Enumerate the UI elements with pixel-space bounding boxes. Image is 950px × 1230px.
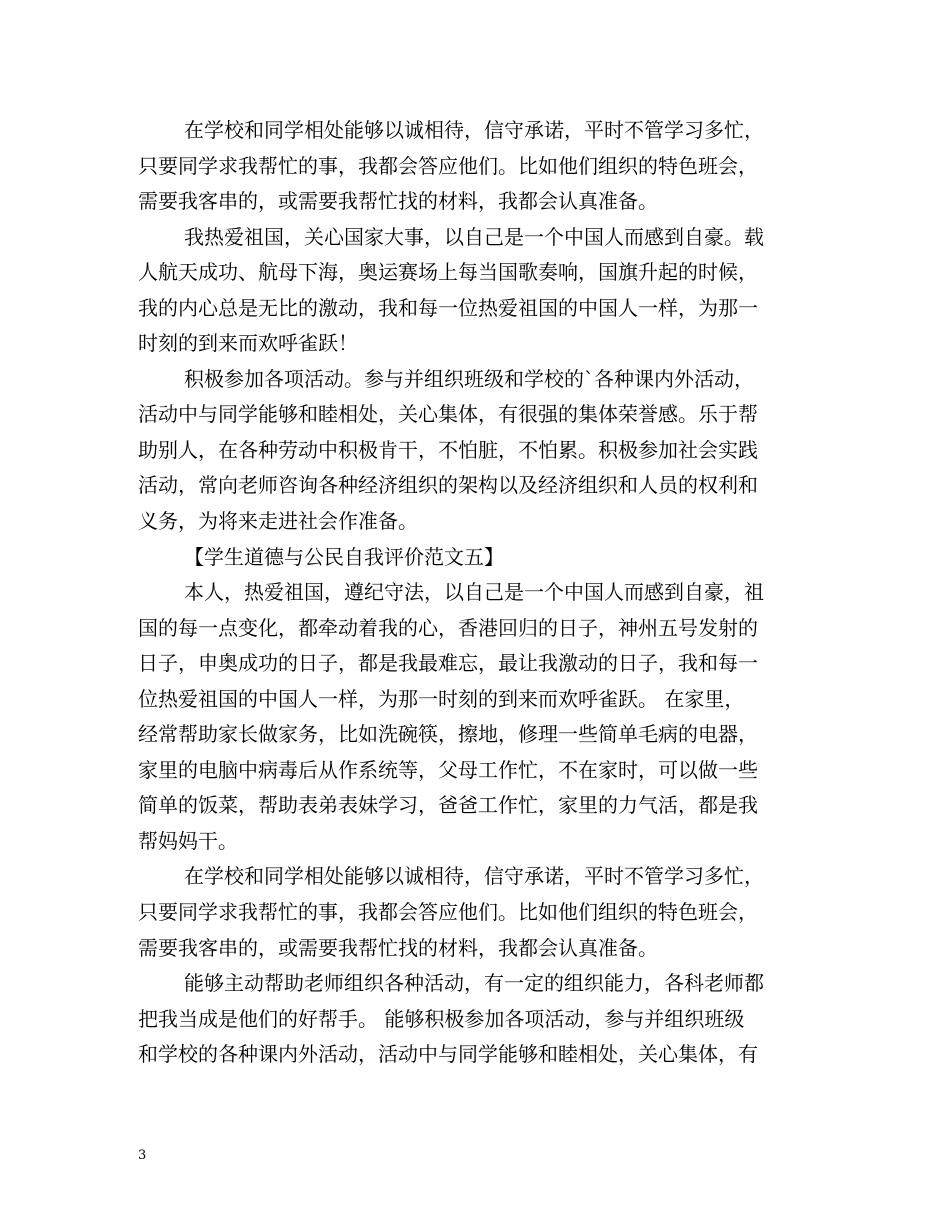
section-heading: 【学生道德与公民自我评价范文五】 [184,544,504,569]
page-number: 3 [138,1148,147,1163]
text-line: 能够主动帮助老师组织各种活动，有一定的组织能力，各科老师都 [184,971,764,996]
text-line: 帮妈妈干。 [138,828,238,853]
text-line: 助别人，在各种劳动中积极肯干，不怕脏，不怕累。积极参加社会实践 [138,437,758,462]
text-line: 本人，热爱祖国，遵纪守法，以自己是一个中国人而感到自豪，祖 [184,580,764,605]
text-line: 日子，申奥成功的日子，都是我最难忘，最让我激动的日子，我和每一 [138,651,758,676]
text-line: 我的内心总是无比的激动，我和每一位热爱祖国的中国人一样，为那一 [138,295,758,320]
text-line: 人航天成功、航母下海，奥运赛场上每当国歌奏响，国旗升起的时候， [138,260,758,285]
text-line: 只要同学求我帮忙的事，我都会答应他们。比如他们组织的特色班会， [138,153,758,178]
text-line: 简单的饭菜，帮助表弟表妹学习，爸爸工作忙，家里的力气活，都是我 [138,793,758,818]
text-line: 把我当成是他们的好帮手。 能够积极参加各项活动，参与并组织班级 [138,1006,745,1031]
text-line: 在学校和同学相处能够以诚相待，信守承诺，平时不管学习多忙， [184,864,764,889]
text-line: 只要同学求我帮忙的事，我都会答应他们。比如他们组织的特色班会， [138,900,758,925]
text-line: 和学校的各种课内外活动，活动中与同学能够和睦相处，关心集体，有 [138,1042,758,1067]
body-text [138,113,814,1073]
text-line: 义务，为将来走进社会作准备。 [138,509,418,534]
text-line: 需要我客串的，或需要我帮忙找的材料，我都会认真准备。 [138,189,658,214]
text-line: 在学校和同学相处能够以诚相待，信守承诺，平时不管学习多忙， [184,118,764,142]
text-line: 活动中与同学能够和睦相处，关心集体，有很强的集体荣誉感。乐于帮 [138,402,758,427]
text-line: 家里的电脑中病毒后从作系统等，父母工作忙，不在家时，可以做一些 [138,757,758,782]
text-line: 需要我客串的，或需要我帮忙找的材料，我都会认真准备。 [138,935,658,960]
text-line: 经常帮助家长做家务，比如洗碗筷，擦地，修理一些简单毛病的电器， [138,722,758,747]
text-line: 时刻的到来而欢呼雀跃！ [138,331,358,356]
text-line: 国的每一点变化，都牵动着我的心，香港回归的日子，神州五号发射的 [138,615,758,640]
text-line: 我热爱祖国，关心国家大事，以自己是一个中国人而感到自豪。载 [184,224,764,249]
text-line: 位热爱祖国的中国人一样，为那一时刻的到来而欢呼雀跃。 在家里， [138,686,745,711]
text-line: 积极参加各项活动。参与并组织班级和学校的`各种课内外活动， [184,366,754,391]
text-line: 活动，常向老师咨询各种经济组织的架构以及经济组织和人员的权利和 [138,473,758,498]
